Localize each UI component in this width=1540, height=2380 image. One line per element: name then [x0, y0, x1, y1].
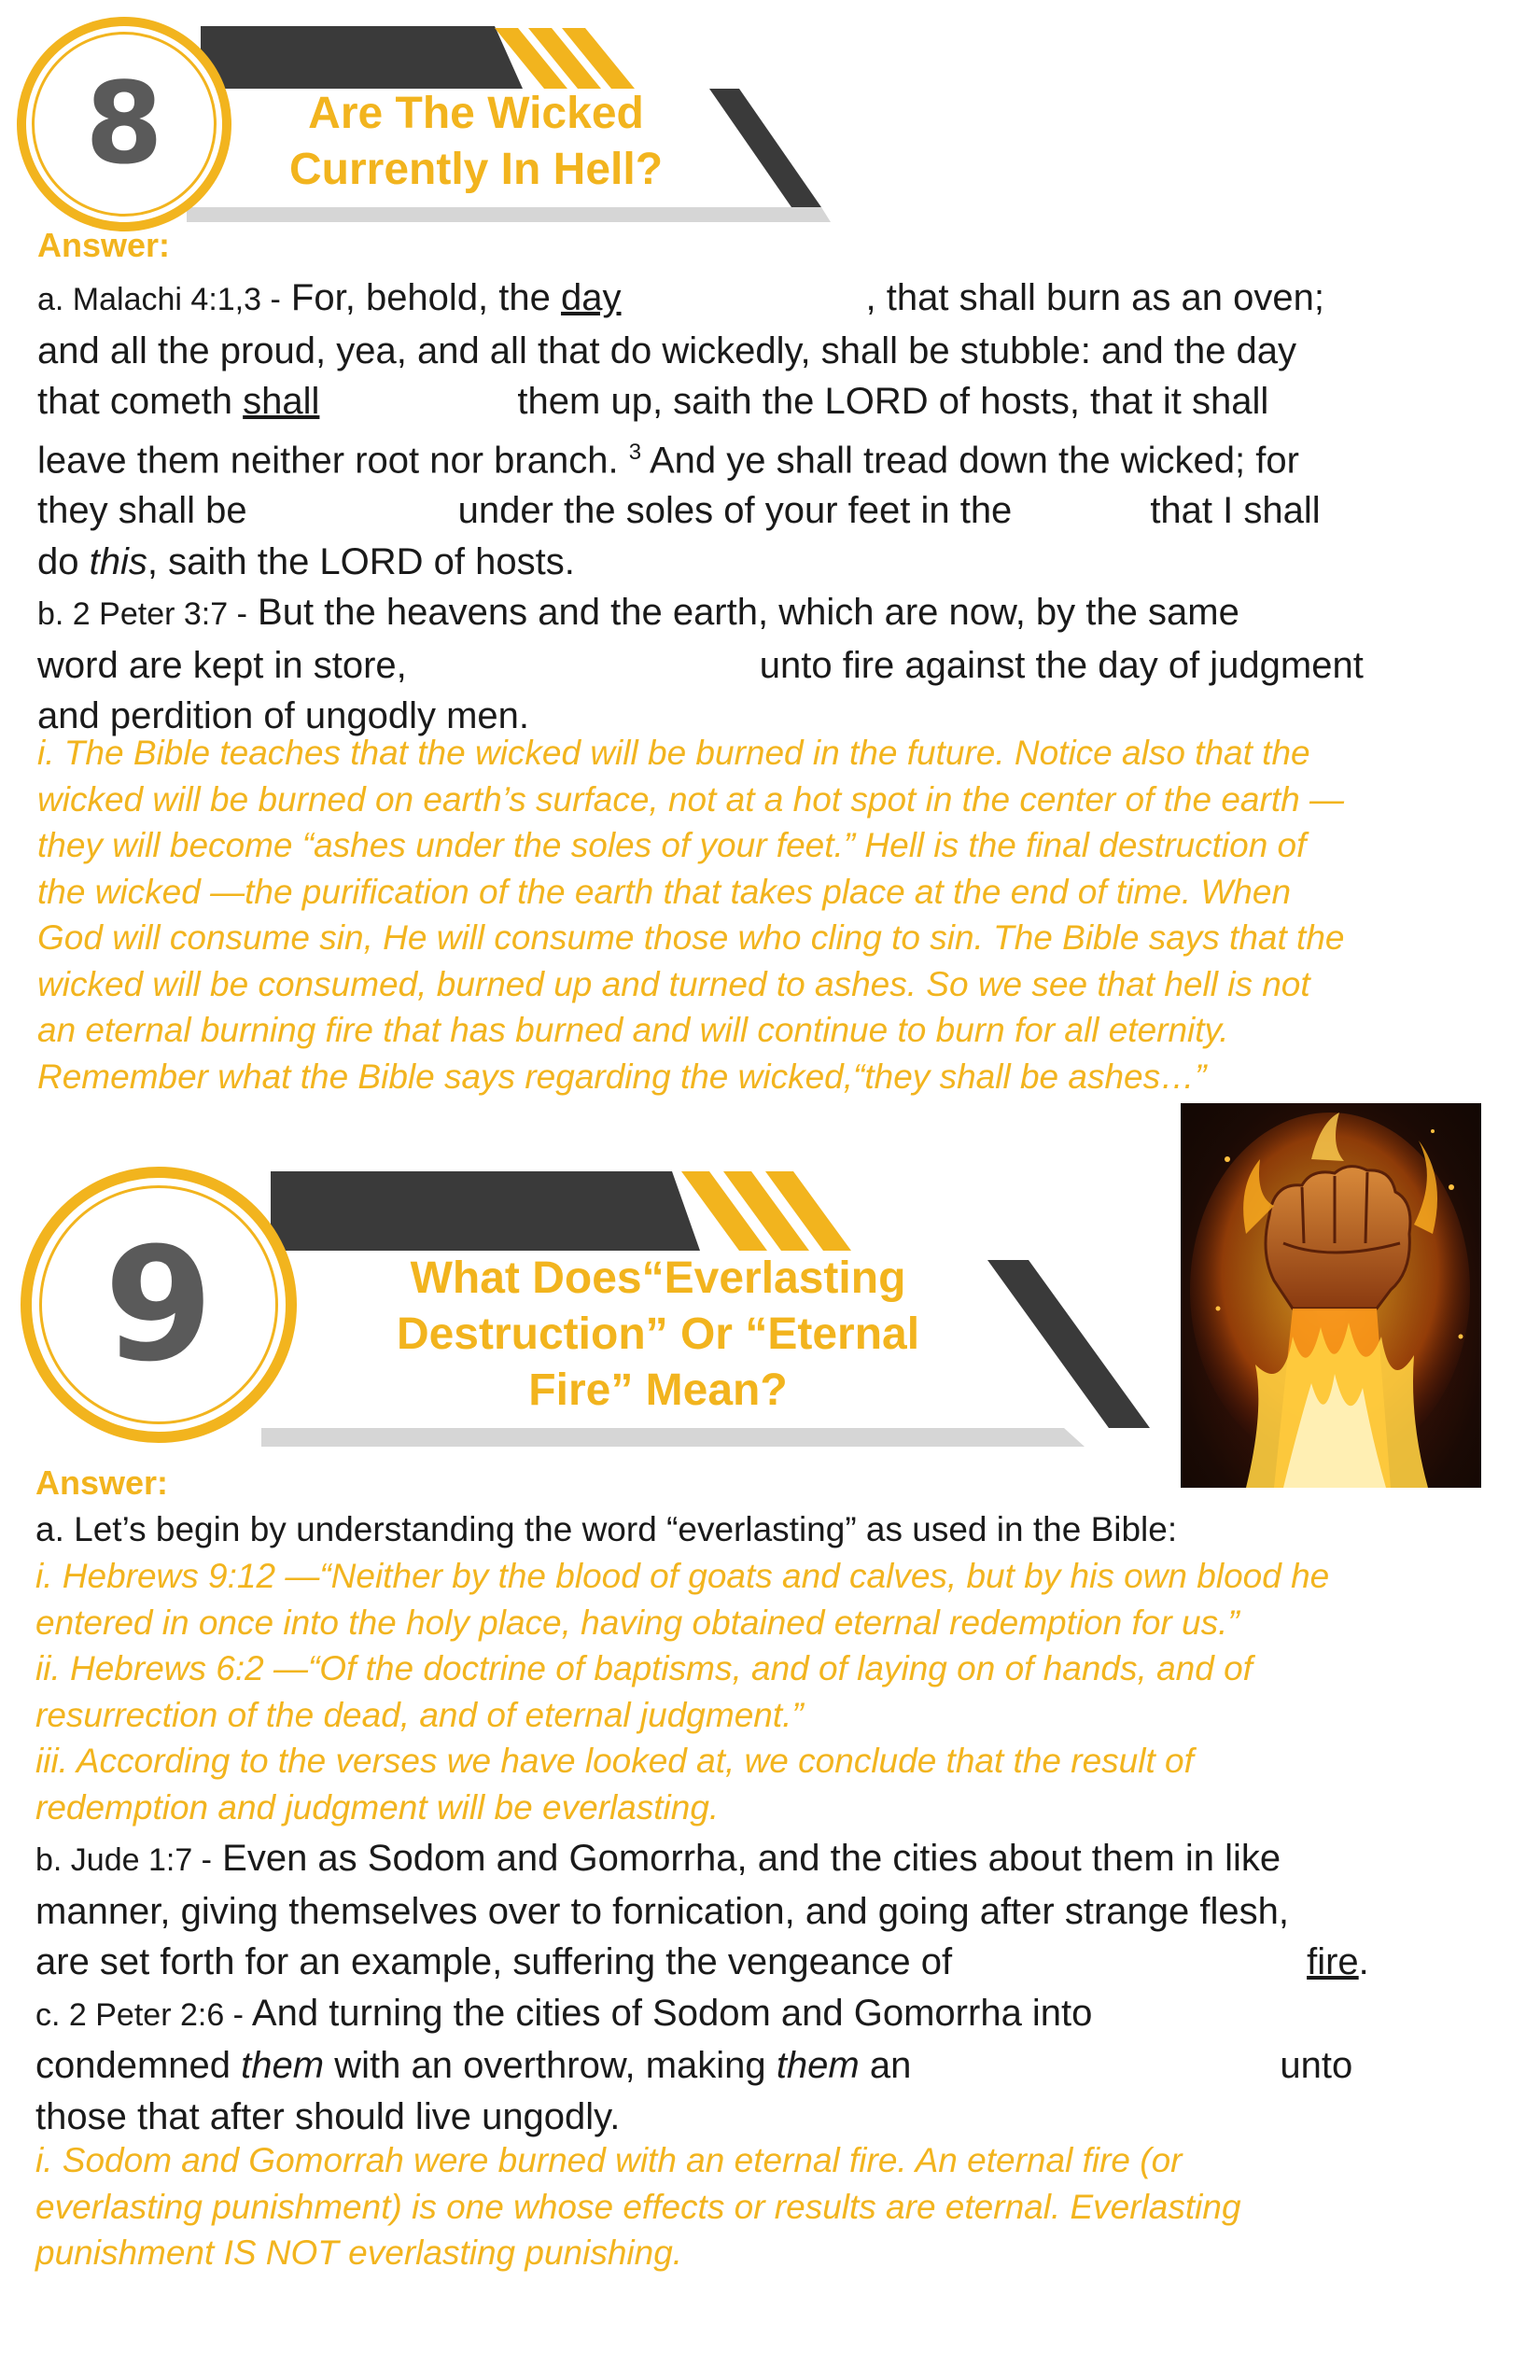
verse-line: and perdition of ungodly men. [37, 695, 530, 737]
section-9-commentary-2 [35, 2137, 1241, 2276]
banner-dark-bar [271, 1171, 700, 1251]
section-9-verses [35, 1833, 1369, 2142]
verse-line: c. 2 Peter 2:6 - And turning the cities of Sodom and Gomorrha into [35, 1992, 1093, 2034]
section-8-answer-label: Answer: [37, 226, 171, 264]
verse-line: do this, saith the LORD of hosts. [37, 540, 575, 582]
section-8-commentary [37, 730, 1345, 1099]
note-line: redemption and judgment will be everlasting. [35, 1787, 720, 1827]
note-line: the wicked —the purification of the earth that takes place at the end of time. When [37, 872, 1292, 911]
note-line: entered in once into the holy place, having obtained eternal redemption for us.” [35, 1603, 1239, 1642]
note-line: wicked will be burned on earth’s surface, not at a hot spot in the center of the earth — [37, 779, 1344, 819]
verse-line: leave them neither root nor branch. $^3$ And ye shall tread down the wicked; for [37, 439, 1299, 481]
note-line: everlasting punishment) is one whose effects or results are eternal. Everlasting [35, 2187, 1241, 2226]
section-8-verses [37, 273, 1364, 742]
note-line: wicked will be consumed, burned up and turned to ashes. So we see that hell is not [37, 964, 1310, 1003]
section-8-number-circle [17, 17, 231, 231]
section-9-answer-label: Answer: [35, 1463, 169, 1502]
note-line: an eternal burning fire that has burned and will continue to burn for all eternity. [37, 1011, 1229, 1049]
flaming-fist-icon [1181, 1103, 1481, 1488]
note-line: ii. Hebrews 6:2 —“Of the doctrine of baptisms, and of laying on of hands, and of [35, 1649, 1253, 1687]
banner-dark-bar [201, 26, 523, 89]
note-line: resurrection of the dead, and of eternal judgment.” [35, 1695, 804, 1734]
verse-line: and all the proud, yea, and all that do wickedly, shall be stubble: and the day [37, 329, 1297, 371]
section-9-commentary-1 [35, 1553, 1329, 1830]
verse-line: that cometh shall them up, saith the LORD of hosts, that it shall [37, 381, 1269, 422]
section-9-number-circle [21, 1167, 297, 1443]
note-line: i. Sodom and Gomorrah were burned with an eternal fire. An eternal fire (or [35, 2141, 1183, 2179]
flaming-fist-image [1181, 1103, 1481, 1488]
note-line: Remember what the Bible says regarding the wicked,“they shall be ashes…” [37, 1057, 1207, 1096]
verse-line: condemned them with an overthrow, making them an unto [35, 2045, 1353, 2086]
note-line: iii. According to the verses we have looked at, we conclude that the result of [35, 1742, 1194, 1780]
banner-dark-slash [987, 1260, 1150, 1428]
note-line: they will become “ashes under the soles of your feet.” Hell is the final destruction of [37, 826, 1307, 864]
section-9-title: What Does“Everlasting Destruction” Or “Eternal Fire” Mean? [396, 1253, 920, 1415]
verse-line: b. 2 Peter 3:7 - But the heavens and the earth, which are now, by the same [37, 592, 1239, 634]
note-line: i. Hebrews 9:12 —“Neither by the blood of goats and calves, but by his own blood he [35, 1557, 1330, 1595]
section-8-number: 8 [85, 59, 163, 189]
section-9-intro [35, 1506, 1177, 1553]
note-line: i. The Bible teaches that the wicked will be burned in the future. Notice also that the [37, 734, 1310, 772]
intro-line: a. Let’s begin by understanding the word “everlasting” as used in the Bible: [35, 1510, 1178, 1548]
verse-line: word are kept in store, unto fire against the day of judgment [37, 644, 1364, 686]
note-line: punishment IS NOT everlasting punishing. [35, 2233, 683, 2272]
verse-line: they shall be under the soles of your feet in the that I shall [37, 490, 1321, 532]
note-line: God will consume sin, He will consume those who cling to sin. The Bible says that the [37, 918, 1345, 957]
verse-line: b. Jude 1:7 - Even as Sodom and Gomorrha, and the cities about them in like [35, 1838, 1281, 1879]
section-8-title: Are The Wicked Currently In Hell? [288, 89, 664, 194]
verse-line: are set forth for an example, suffering the vengeance of fire. [35, 1941, 1369, 1982]
verse-line: a. Malachi 4:1,3 - For, behold, the day , that shall burn as an oven; [37, 277, 1324, 318]
banner-dark-slash [709, 89, 821, 207]
section-9-number: 9 [104, 1213, 214, 1396]
verse-line: manner, giving themselves over to fornication, and going after strange flesh, [35, 1890, 1289, 1932]
banner-gray-bar [187, 207, 831, 222]
verse-line: those that after should live ungodly. [35, 2095, 621, 2137]
banner-gray-bar [261, 1428, 1085, 1447]
